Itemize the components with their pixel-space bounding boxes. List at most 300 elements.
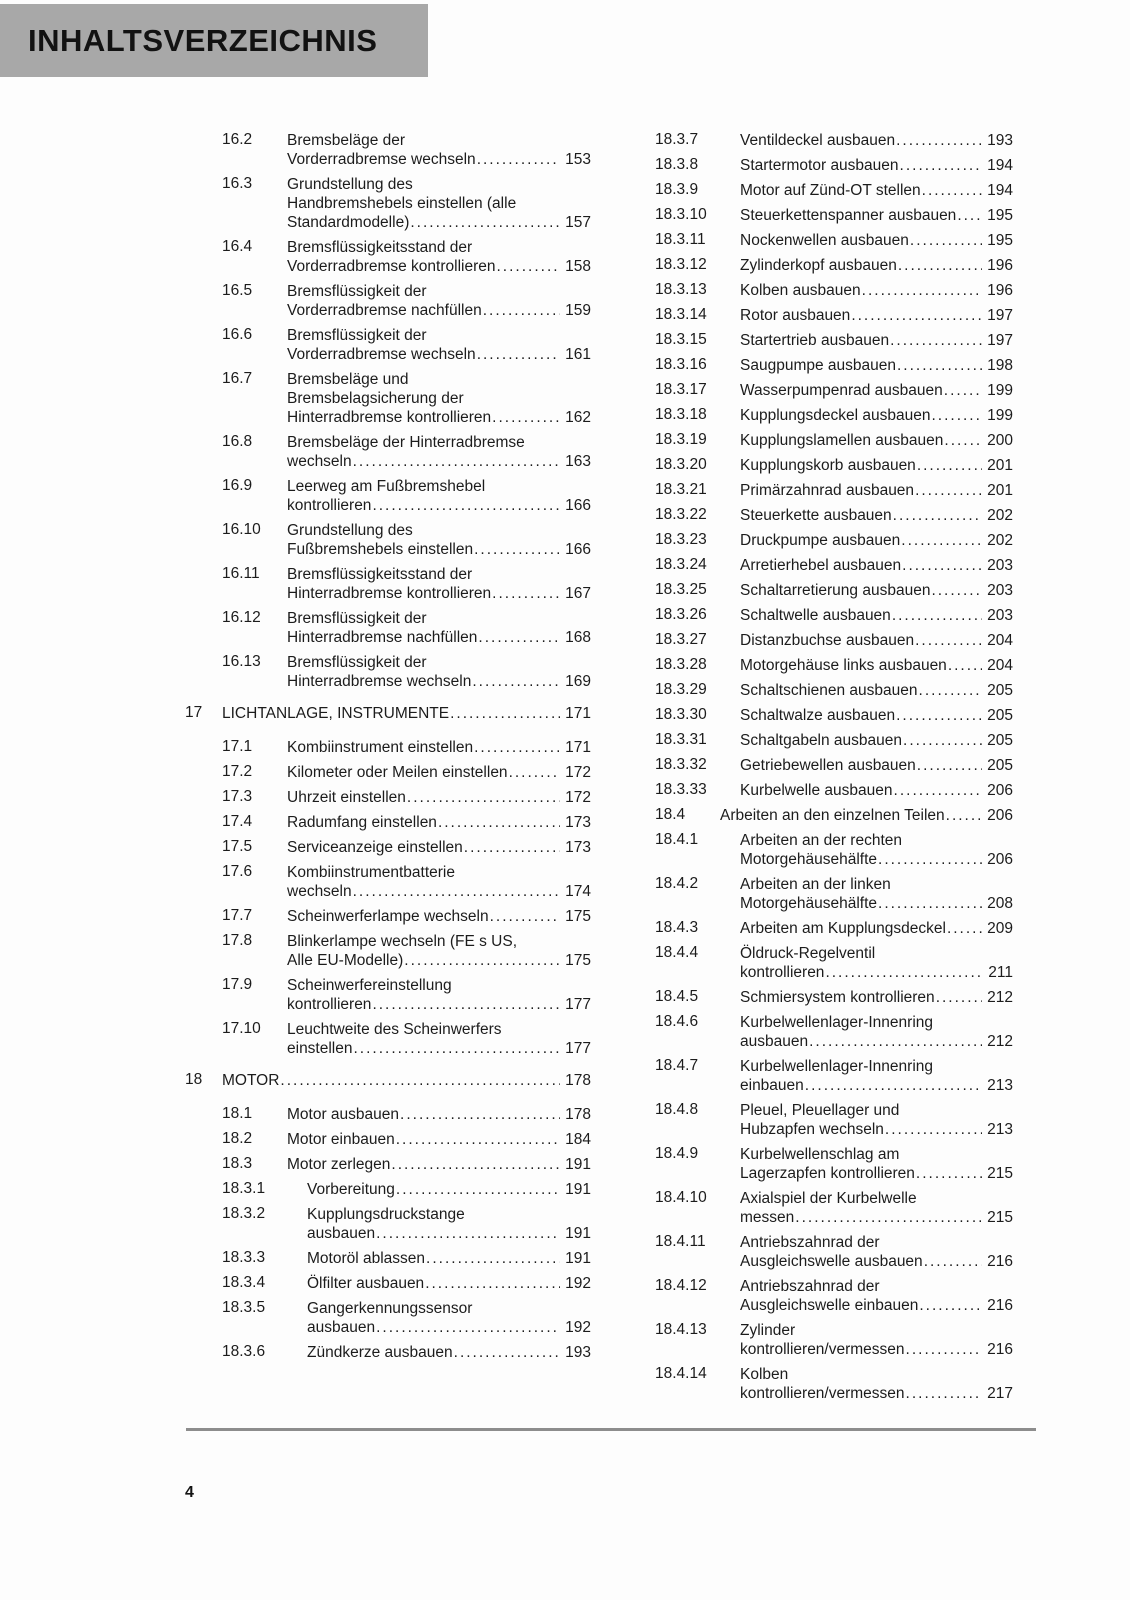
toc-entry-page: 209 bbox=[987, 920, 1013, 937]
toc-entry-number: 18.3.13 bbox=[655, 281, 707, 298]
toc-entry-page: 162 bbox=[565, 409, 591, 426]
toc-entry bbox=[655, 556, 1013, 575]
dot-leader bbox=[425, 1274, 560, 1293]
toc-entry bbox=[222, 370, 591, 427]
toc-entry-page: 211 bbox=[988, 964, 1013, 981]
toc-entry-page: 166 bbox=[565, 497, 591, 514]
toc-entry-title bbox=[287, 370, 591, 427]
toc-entry-number: 18.4.12 bbox=[655, 1277, 707, 1294]
toc-entry-text: Motoröl ablassen bbox=[307, 1250, 426, 1267]
toc-entry-line bbox=[740, 256, 1013, 275]
toc-entry-text: Ventildeckel ausbauen bbox=[740, 132, 896, 149]
toc-entry bbox=[655, 1013, 1013, 1051]
toc-entry-title bbox=[740, 356, 1013, 375]
toc-entry-text: Standardmodelle) bbox=[287, 214, 410, 231]
toc-entry-page: 200 bbox=[987, 432, 1013, 449]
toc-entry bbox=[655, 706, 1013, 725]
toc-entry-number: 16.4 bbox=[222, 238, 253, 255]
toc-entry-text: Nockenwellen ausbauen bbox=[740, 232, 909, 249]
toc-entry-number: 18.3.12 bbox=[655, 256, 707, 273]
dot-leader bbox=[438, 813, 560, 832]
toc-entry-text: ausbauen bbox=[307, 1225, 376, 1242]
toc-entry-text: Distanzbuchse ausbauen bbox=[740, 632, 915, 649]
toc-entry-line: Öldruck-Regelventil bbox=[740, 945, 876, 962]
toc-entry-line bbox=[740, 506, 1013, 525]
toc-entry-text: Motorgehäuse links ausbauen bbox=[740, 657, 947, 674]
dot-leader bbox=[946, 806, 982, 825]
toc-entry-title bbox=[740, 556, 1013, 575]
toc-entry-page: 191 bbox=[565, 1156, 591, 1173]
footer-divider bbox=[186, 1428, 1036, 1431]
toc-entry-page: 202 bbox=[987, 532, 1013, 549]
toc-entry-page: 161 bbox=[565, 346, 591, 363]
toc-entry-text: Ausgleichswelle ausbauen bbox=[740, 1253, 923, 1270]
toc-entry-number: 18.3.3 bbox=[222, 1249, 266, 1266]
toc-entry-line bbox=[740, 156, 1013, 175]
toc-entry-line: Bremsbelagsicherung der bbox=[287, 390, 464, 407]
toc-entry bbox=[655, 919, 1013, 938]
toc-entry bbox=[655, 256, 1013, 275]
toc-entry-number: 18.3.11 bbox=[655, 231, 706, 248]
toc-entry bbox=[655, 281, 1013, 300]
toc-entry-line: Bremsflüssigkeit der bbox=[287, 327, 427, 344]
toc-entry bbox=[655, 406, 1013, 425]
dot-leader bbox=[372, 995, 560, 1014]
toc-entry-line bbox=[740, 456, 1013, 475]
toc-entry-number: 16.6 bbox=[222, 326, 253, 343]
toc-entry-text: messen bbox=[740, 1209, 795, 1226]
dot-leader bbox=[376, 1224, 560, 1243]
toc-entry-number: 18.3.7 bbox=[655, 131, 699, 148]
toc-entry bbox=[222, 1249, 591, 1268]
toc-entry bbox=[655, 806, 1013, 825]
toc-entry-text: Hinterradbremse kontrollieren bbox=[287, 585, 492, 602]
dot-leader bbox=[477, 345, 560, 364]
dot-leader bbox=[948, 656, 982, 675]
toc-entry-title bbox=[287, 609, 591, 647]
toc-entry-number: 16.13 bbox=[222, 653, 261, 670]
dot-leader bbox=[878, 850, 982, 869]
dot-leader bbox=[280, 1071, 560, 1090]
toc-entry-title bbox=[740, 1101, 1013, 1139]
toc-entry-text: Arbeiten an den einzelnen Teilen bbox=[720, 807, 945, 824]
toc-entry-line bbox=[740, 1208, 1013, 1227]
toc-entry-text: Vorderradbremse kontrollieren bbox=[287, 258, 496, 275]
toc-entry-page: 199 bbox=[987, 382, 1013, 399]
toc-entry-line: Antriebszahnrad der bbox=[740, 1278, 880, 1295]
page-header-banner bbox=[0, 4, 428, 77]
toc-entry-page: 199 bbox=[987, 407, 1013, 424]
toc-entry-line bbox=[307, 1224, 591, 1243]
toc-entry-title bbox=[740, 281, 1013, 300]
toc-entry-page: 175 bbox=[565, 908, 591, 925]
toc-entry-text: Hubzapfen wechseln bbox=[740, 1121, 884, 1138]
toc-entry-number: 18.3.9 bbox=[655, 181, 699, 198]
toc-entry-page: 213 bbox=[987, 1121, 1013, 1138]
toc-entry-number: 16.12 bbox=[222, 609, 261, 626]
toc-entry-page: 194 bbox=[987, 182, 1013, 199]
toc-entry-title bbox=[740, 1277, 1013, 1315]
toc-entry-title bbox=[740, 406, 1013, 425]
toc-entry-number: 18.4.13 bbox=[655, 1321, 707, 1338]
toc-entry-line bbox=[740, 606, 1013, 625]
toc-entry bbox=[655, 231, 1013, 250]
toc-entry-text: Serviceanzeige einstellen bbox=[287, 839, 463, 856]
dot-leader bbox=[400, 1105, 560, 1124]
toc-entry bbox=[222, 131, 591, 169]
toc-entry-page: 215 bbox=[987, 1165, 1013, 1182]
toc-entry-number: 18.3.14 bbox=[655, 306, 707, 323]
dot-leader bbox=[372, 496, 560, 515]
toc-entry-title bbox=[287, 565, 591, 603]
toc-entry-text: Vorbereitung bbox=[307, 1181, 395, 1198]
toc-entry-title bbox=[307, 1205, 591, 1243]
dot-leader bbox=[944, 431, 982, 450]
toc-entry-title bbox=[740, 1057, 1013, 1095]
toc-entry bbox=[222, 813, 591, 832]
dot-leader bbox=[919, 1296, 982, 1315]
toc-entry bbox=[655, 1233, 1013, 1271]
toc-entry bbox=[655, 731, 1013, 750]
toc-entry-line bbox=[740, 1340, 1013, 1359]
toc-entry-page: 205 bbox=[987, 757, 1013, 774]
toc-entry-number: 18.3.17 bbox=[655, 381, 707, 398]
toc-entry-page: 205 bbox=[987, 732, 1013, 749]
dot-leader bbox=[916, 1164, 982, 1183]
toc-entry-text: Steuerkettenspanner ausbauen bbox=[740, 207, 957, 224]
dot-leader bbox=[490, 907, 561, 926]
dot-leader bbox=[410, 213, 560, 232]
toc-entry-page: 203 bbox=[987, 582, 1013, 599]
toc-entry-page: 173 bbox=[565, 839, 591, 856]
toc-entry-line bbox=[740, 1296, 1013, 1315]
toc-entry-text: wechseln bbox=[287, 883, 352, 900]
toc-entry-text: Motor zerlegen bbox=[287, 1156, 391, 1173]
toc-entry-line bbox=[740, 656, 1013, 675]
toc-entry-page: 171 bbox=[565, 739, 591, 756]
toc-entry bbox=[655, 988, 1013, 1007]
dot-leader bbox=[894, 781, 983, 800]
toc-entry bbox=[222, 282, 591, 320]
toc-entry-title bbox=[307, 1299, 591, 1337]
toc-entry-text: Kombiinstrument einstellen bbox=[287, 739, 474, 756]
toc-entry bbox=[222, 788, 591, 807]
toc-entry-text: kontrollieren bbox=[740, 964, 825, 981]
page-number: 4 bbox=[185, 1484, 194, 1501]
toc-entry-number: 18.4.4 bbox=[655, 944, 699, 961]
toc-entry-number: 18.3.22 bbox=[655, 506, 707, 523]
toc-entry-line: Grundstellung des bbox=[287, 522, 413, 539]
toc-entry-page: 197 bbox=[987, 307, 1013, 324]
toc-entry-line bbox=[287, 584, 591, 603]
dot-leader bbox=[404, 951, 560, 970]
toc-entry-line: Kolben bbox=[740, 1366, 789, 1383]
toc-entry-line: Kupplungsdruckstange bbox=[307, 1206, 465, 1223]
dot-leader bbox=[477, 150, 560, 169]
toc-entry-text: Schaltarretierung ausbauen bbox=[740, 582, 931, 599]
toc-entry-text: Kupplungsdeckel ausbauen bbox=[740, 407, 931, 424]
toc-entry bbox=[655, 531, 1013, 550]
toc-entry-title bbox=[287, 131, 591, 169]
toc-entry-page: 205 bbox=[987, 707, 1013, 724]
toc-entry-line bbox=[740, 131, 1013, 150]
toc-entry-title bbox=[720, 806, 1013, 825]
dot-leader bbox=[917, 456, 982, 475]
toc-entry bbox=[655, 781, 1013, 800]
toc-entry-page: 191 bbox=[565, 1250, 591, 1267]
dot-leader bbox=[492, 584, 560, 603]
dot-leader bbox=[509, 763, 561, 782]
toc-entry-page: 215 bbox=[987, 1209, 1013, 1226]
dot-leader bbox=[391, 1155, 560, 1174]
toc-entry-title bbox=[740, 756, 1013, 775]
dot-leader bbox=[353, 452, 561, 471]
dot-leader bbox=[472, 672, 560, 691]
toc-entry-text: Hinterradbremse nachfüllen bbox=[287, 629, 478, 646]
toc-entry-page: 206 bbox=[987, 782, 1013, 799]
toc-entry-line bbox=[287, 882, 591, 901]
toc-entry-text: Motorgehäusehälfte bbox=[740, 851, 878, 868]
toc-entry bbox=[655, 306, 1013, 325]
toc-entry-line: Bremsflüssigkeit der bbox=[287, 283, 427, 300]
toc-entry-title bbox=[740, 656, 1013, 675]
toc-entry-text: Motorgehäusehälfte bbox=[740, 895, 878, 912]
toc-entry-number: 18.3.28 bbox=[655, 656, 707, 673]
dot-leader bbox=[931, 581, 982, 600]
toc-entry-title bbox=[740, 944, 1013, 982]
toc-entry-page: 216 bbox=[987, 1297, 1013, 1314]
toc-entry-text: Schaltschienen ausbauen bbox=[740, 682, 918, 699]
toc-entry-line bbox=[740, 181, 1013, 200]
toc-entry bbox=[222, 1130, 591, 1149]
toc-entry-number: 18.3.15 bbox=[655, 331, 707, 348]
dot-leader bbox=[896, 131, 982, 150]
toc-entry-text: Arretierhebel ausbauen bbox=[740, 557, 902, 574]
toc-entry-line bbox=[740, 1252, 1013, 1271]
toc-entry-page: 175 bbox=[565, 952, 591, 969]
toc-entry bbox=[222, 477, 591, 515]
dot-leader bbox=[464, 838, 560, 857]
toc-entry-page: 196 bbox=[987, 257, 1013, 274]
toc-entry-title bbox=[740, 875, 1013, 913]
toc-entry-number: 18 bbox=[185, 1071, 203, 1088]
toc-entry-line: Kombiinstrumentbatterie bbox=[287, 864, 455, 881]
toc-entry-text: Radumfang einstellen bbox=[287, 814, 437, 831]
toc-entry-line: Gangerkennungssensor bbox=[307, 1300, 473, 1317]
toc-entry-page: 153 bbox=[565, 151, 591, 168]
toc-entry-text: Rotor ausbauen bbox=[740, 307, 851, 324]
toc-entry-number: 18.3.20 bbox=[655, 456, 707, 473]
toc-entry-number: 18.3.24 bbox=[655, 556, 707, 573]
toc-entry-page: 216 bbox=[987, 1341, 1013, 1358]
toc-entry-line bbox=[740, 531, 1013, 550]
toc-entry-line bbox=[287, 408, 591, 427]
toc-entry-line bbox=[287, 1155, 591, 1174]
toc-entry bbox=[655, 875, 1013, 913]
dot-leader bbox=[885, 1120, 982, 1139]
toc-entry-title bbox=[740, 431, 1013, 450]
dot-leader bbox=[492, 408, 560, 427]
toc-entry-page: 177 bbox=[565, 996, 591, 1013]
toc-entry-title bbox=[287, 907, 591, 926]
toc-entry bbox=[655, 1365, 1013, 1403]
toc-entry-title bbox=[740, 456, 1013, 475]
toc-entry bbox=[222, 175, 591, 232]
page-title: INHALTSVERZEICHNIS bbox=[28, 22, 378, 58]
toc-entry-line bbox=[740, 481, 1013, 500]
toc-entry bbox=[655, 1321, 1013, 1359]
toc-entry-page: 206 bbox=[987, 807, 1013, 824]
toc-entry-title bbox=[287, 326, 591, 364]
toc-entry bbox=[222, 238, 591, 276]
dot-leader bbox=[407, 788, 560, 807]
dot-leader bbox=[919, 681, 983, 700]
toc-entry-title bbox=[740, 781, 1013, 800]
dot-leader bbox=[931, 406, 982, 425]
toc-entry-line: Bremsbeläge der Hinterradbremse bbox=[287, 434, 525, 451]
toc-entry-title bbox=[740, 156, 1013, 175]
toc-entry bbox=[222, 763, 591, 782]
toc-entry-line bbox=[222, 704, 591, 723]
dot-leader bbox=[902, 556, 982, 575]
toc-entry-text: Getriebewellen ausbauen bbox=[740, 757, 916, 774]
toc-entry bbox=[222, 863, 591, 901]
toc-entry bbox=[655, 1101, 1013, 1139]
toc-entry-page: 192 bbox=[565, 1319, 591, 1336]
dot-leader bbox=[474, 738, 560, 757]
dot-leader bbox=[900, 156, 983, 175]
dot-leader bbox=[924, 1252, 982, 1271]
toc-entry-text: ausbauen bbox=[307, 1319, 376, 1336]
toc-entry-line bbox=[740, 1076, 1013, 1095]
toc-entry bbox=[655, 206, 1013, 225]
toc-entry-number: 18.3.25 bbox=[655, 581, 707, 598]
toc-entry-text: wechseln bbox=[287, 453, 352, 470]
dot-leader bbox=[947, 919, 982, 938]
toc-entry-title bbox=[287, 282, 591, 320]
toc-entry-line bbox=[222, 1071, 591, 1090]
toc-entry-line bbox=[287, 788, 591, 807]
toc-entry-text: Kurbelwelle ausbauen bbox=[740, 782, 893, 799]
toc-entry-text: MOTOR bbox=[222, 1072, 280, 1089]
toc-entry-line bbox=[287, 838, 591, 857]
toc-entry-text: Motor ausbauen bbox=[287, 1106, 400, 1123]
toc-entry-text: Fußbremshebels einstellen bbox=[287, 541, 474, 558]
toc-entry-number: 18.2 bbox=[222, 1130, 253, 1147]
toc-entry-text: kontrollieren/vermessen bbox=[740, 1341, 905, 1358]
toc-entry-number: 17 bbox=[185, 704, 203, 721]
toc-entry-number: 18.3.10 bbox=[655, 206, 707, 223]
dot-leader bbox=[851, 306, 982, 325]
toc-entry-page: 163 bbox=[565, 453, 591, 470]
toc-entry-text: Ölfilter ausbauen bbox=[307, 1275, 425, 1292]
toc-entry bbox=[222, 433, 591, 471]
toc-entry-line bbox=[720, 806, 1013, 825]
dot-leader bbox=[805, 1076, 982, 1095]
toc-entry-line bbox=[740, 206, 1013, 225]
toc-entry bbox=[222, 565, 591, 603]
toc-entry-text: Schaltwelle ausbauen bbox=[740, 607, 891, 624]
toc-entry-page: 158 bbox=[565, 258, 591, 275]
toc-entry-text: Vorderradbremse nachfüllen bbox=[287, 302, 482, 319]
toc-entry-title bbox=[287, 863, 591, 901]
toc-entry-text: Primärzahnrad ausbauen bbox=[740, 482, 915, 499]
toc-entry-number: 18.4.10 bbox=[655, 1189, 707, 1206]
toc-entry bbox=[222, 1274, 591, 1293]
toc-entry bbox=[655, 481, 1013, 500]
dot-leader bbox=[450, 704, 560, 723]
toc-entry bbox=[222, 521, 591, 559]
dot-leader bbox=[354, 1039, 561, 1058]
toc-entry-page: 168 bbox=[565, 629, 591, 646]
toc-entry bbox=[655, 631, 1013, 650]
toc-entry-title bbox=[287, 788, 591, 807]
toc-entry-page: 157 bbox=[565, 214, 591, 231]
toc-entry bbox=[655, 131, 1013, 150]
toc-entry-number: 18.3.4 bbox=[222, 1274, 266, 1291]
toc-entry-number: 18.1 bbox=[222, 1105, 253, 1122]
toc-entry-text: Motor auf Zünd-OT stellen bbox=[740, 182, 921, 199]
toc-entry-title bbox=[740, 1013, 1013, 1051]
toc-entry bbox=[222, 609, 591, 647]
toc-entry bbox=[655, 1189, 1013, 1227]
toc-entry-page: 193 bbox=[987, 132, 1013, 149]
toc-entry-page: 195 bbox=[987, 207, 1013, 224]
toc-entry-title bbox=[740, 1233, 1013, 1271]
toc-entry-text: Arbeiten am Kupplungsdeckel bbox=[740, 920, 946, 937]
toc-entry bbox=[655, 606, 1013, 625]
toc-entry bbox=[222, 1343, 591, 1362]
toc-entry-number: 18.3.21 bbox=[655, 481, 707, 498]
toc-entry-number: 18.3.26 bbox=[655, 606, 707, 623]
toc-entry-page: 204 bbox=[987, 657, 1013, 674]
toc-entry-text: ausbauen bbox=[740, 1033, 809, 1050]
toc-entry-line: Grundstellung des bbox=[287, 176, 413, 193]
toc-entry-number: 18.3.8 bbox=[655, 156, 699, 173]
toc-entry-line bbox=[740, 281, 1013, 300]
toc-entry-line bbox=[287, 995, 591, 1014]
toc-entry-number: 16.9 bbox=[222, 477, 253, 494]
toc-entry-line bbox=[740, 406, 1013, 425]
toc-entry-number: 16.8 bbox=[222, 433, 253, 450]
toc-entry-title bbox=[287, 238, 591, 276]
toc-entry-text: Kupplungskorb ausbauen bbox=[740, 457, 916, 474]
toc-entry-page: 174 bbox=[565, 883, 591, 900]
dot-leader bbox=[878, 894, 982, 913]
toc-entry-page: 203 bbox=[987, 557, 1013, 574]
toc-entry bbox=[655, 456, 1013, 475]
dot-leader bbox=[906, 1384, 983, 1403]
toc-entry-title bbox=[740, 231, 1013, 250]
toc-entry-page: 178 bbox=[565, 1072, 591, 1089]
toc-entry-text: Startermotor ausbauen bbox=[740, 157, 899, 174]
toc-entry bbox=[222, 653, 591, 691]
toc-entry-title bbox=[222, 1071, 591, 1090]
toc-entry-text: Ausgleichswelle einbauen bbox=[740, 1297, 919, 1314]
toc-entry-number: 18.4.1 bbox=[655, 831, 699, 848]
toc-entry-line bbox=[740, 919, 1013, 938]
toc-entry-title bbox=[740, 581, 1013, 600]
toc-entry-line bbox=[307, 1318, 591, 1337]
toc-entry-page: 203 bbox=[987, 607, 1013, 624]
toc-entry-number: 17.3 bbox=[222, 788, 253, 805]
toc-entry-line bbox=[307, 1249, 591, 1268]
toc-entry-text: Hinterradbremse wechseln bbox=[287, 673, 472, 690]
toc-entry-number: 17.1 bbox=[222, 738, 253, 755]
toc-entry-line bbox=[287, 213, 591, 232]
toc-entry-number: 16.5 bbox=[222, 282, 253, 299]
toc-entry-title bbox=[740, 331, 1013, 350]
